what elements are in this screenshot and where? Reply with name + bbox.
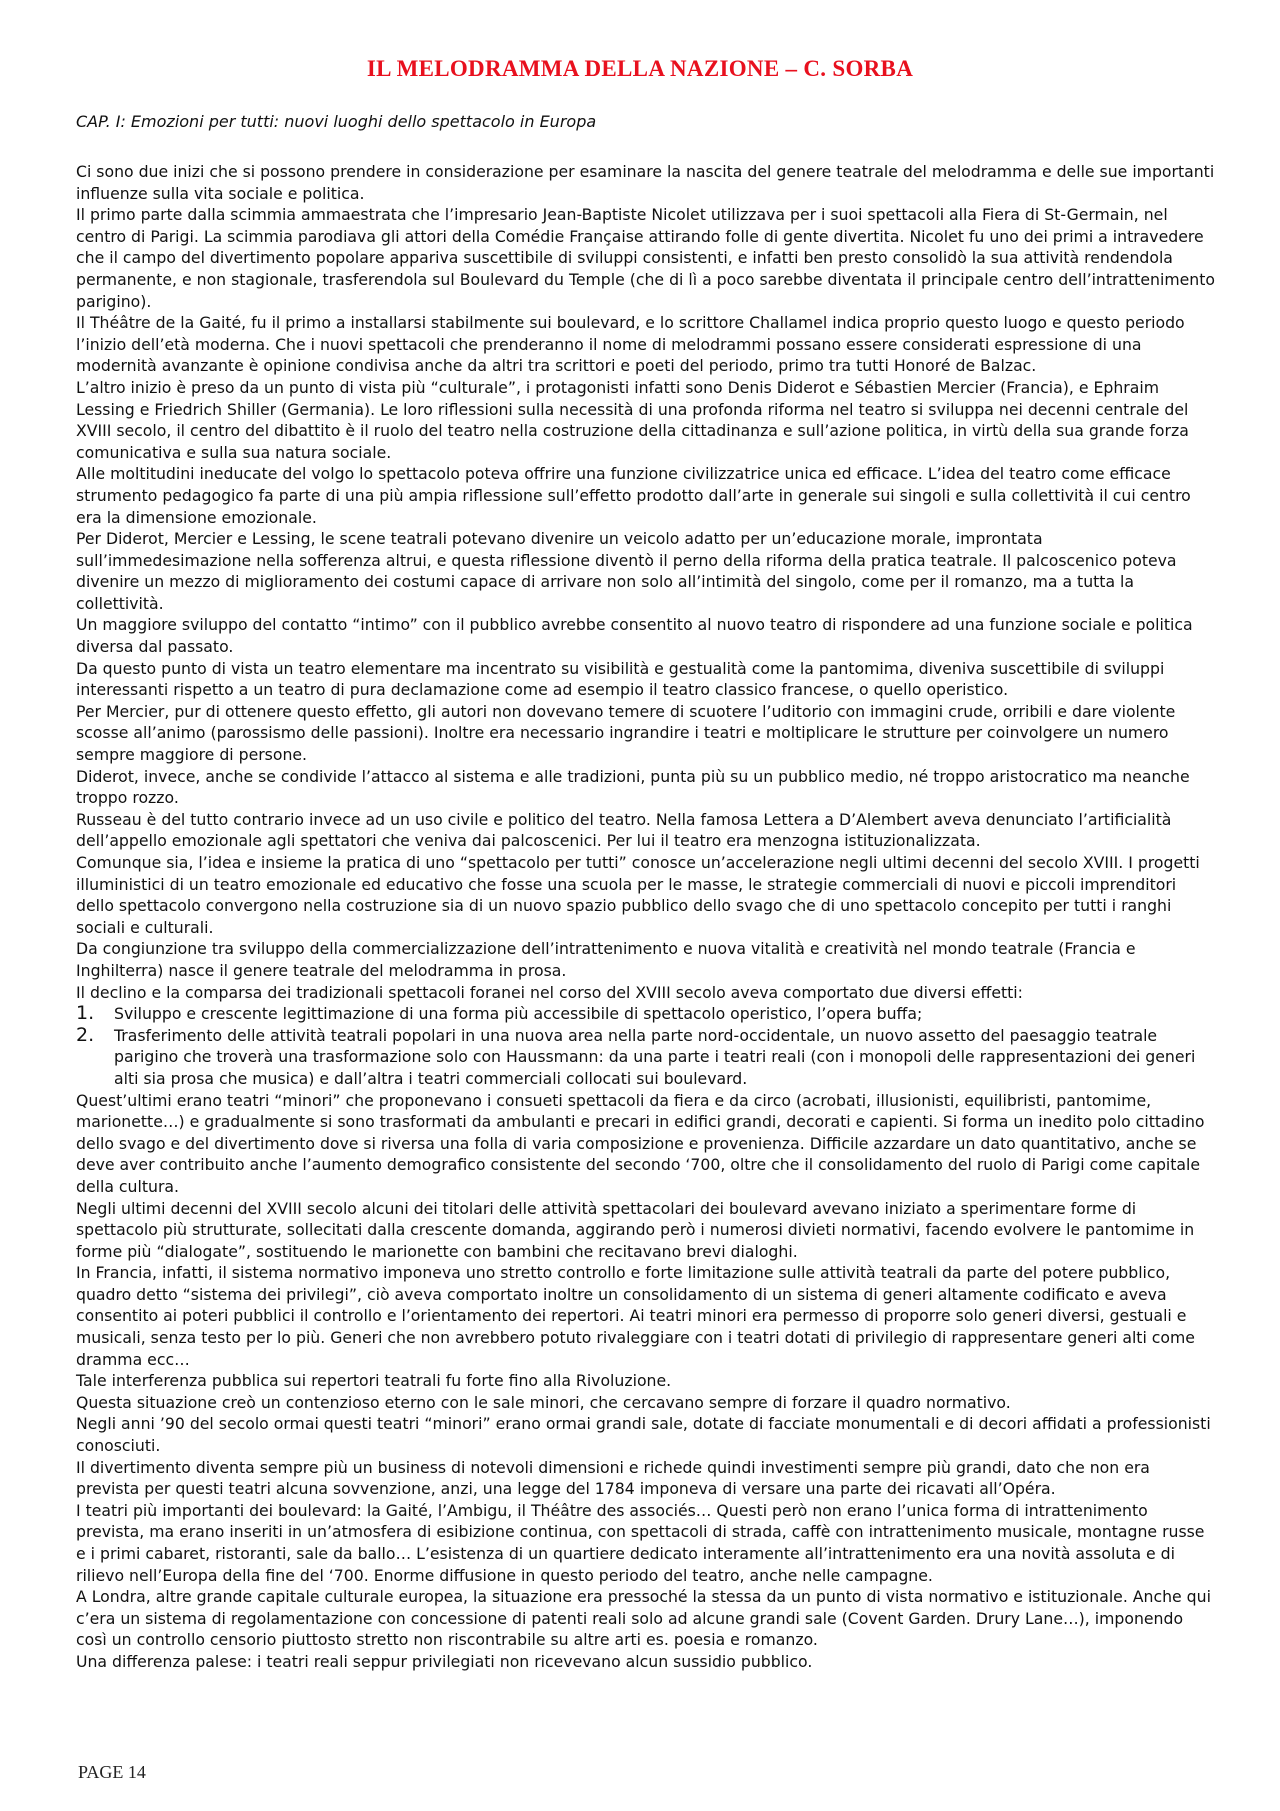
paragraph: A Londra, altre grande capitale culturale europea, la situazione era pressoché la stessa da un punto di vista normativo e istituzionale. Anche qui c’era un sistema di regolamentazione con concessione di patenti reali solo ad alcune grandi sale (Covent Garden. Drury Lane…), imponendo così un controllo censorio piuttosto stretto non riscontrabile su altre arti es. poesia e romanzo. (76, 1587, 1211, 1650)
document-title: IL MELODRAMMA DELLA NAZIONE – C. SORBA (366, 56, 914, 81)
list-item-text: Trasferimento delle attività teatrali popolari in una nuova area nella parte nord-occidentale, un nuovo assetto del paesaggio teatrale parigino che troverà una trasformazione solo con Haussmann: da una parte i teatri reali (con i monopoli delle rappresentazioni dei generi alti sia prosa che musica) e dall’altra i teatri commerciali collocati sui boulevard. (114, 1025, 1196, 1088)
paragraph: Alle moltitudini ineducate del volgo lo spettacolo poteva offrire una funzione civilizzatrice unica ed efficace. L’idea del teatro come efficace strumento pedagogico fa parte di una più ampia riflessione sull’effetto prodotto dall’arte in generale sui singoli e sulla collettività il cui centro era la dimensione emozionale. (76, 464, 1191, 527)
list-item (76, 1025, 1216, 1090)
list-item-text: Sviluppo e crescente legittimazione di una forma più accessibile di spettacolo operistico, l’opera buffa; (114, 1004, 923, 1024)
chapter-heading: CAP. I: Emozioni per tutti: nuovi luoghi dello spettacolo in Europa (76, 112, 597, 131)
numbered-list (76, 1003, 1216, 1089)
page-number-footer: PAGE 14 (78, 1762, 146, 1782)
paragraph: Per Diderot, Mercier e Lessing, le scene teatrali potevano divenire un veicolo adatto per un’educazione morale, improntata sull’immedesimazione nella sofferenza altrui, e questa riflessione diventò il perno della riforma della pratica teatrale. Il palcoscenico poteva divenire un mezzo di miglioramento dei costumi capace di arrivare non solo all’intimità del singolo, come per il romanzo, ma a tutta la collettività. (76, 529, 1177, 613)
paragraph: Da congiunzione tra sviluppo della commercializzazione dell’intrattenimento e nuova vitalità e creatività nel mondo teatrale (Francia e Inghilterra) nasce il genere teatrale del melodramma in prosa. (76, 939, 1136, 980)
paragraph: Ci sono due inizi che si possono prendere in considerazione per esaminare la nascita del genere teatrale del melodramma e delle sue importanti influenze sulla vita sociale e politica. (76, 162, 1215, 203)
paragraph: Negli anni ’90 del secolo ormai questi teatri “minori” erano ormai grandi sale, dotate di facciate monumentali e di decori affidati a professionisti conosciuti. (76, 1414, 1211, 1456)
paragraph: Questa situazione creò un contenzioso eterno con le sale minori, che cercavano sempre di forzare il quadro normativo. (76, 1392, 1011, 1412)
list-item (76, 1003, 1216, 1025)
document-body (76, 161, 1216, 1673)
list-number: 2. (76, 1023, 95, 1046)
paragraph: Negli ultimi decenni del XVIII secolo alcuni dei titolari delle attività spettacolari dei boulevard avevano iniziato a sperimentare forme di spettacolo più strutturate, sollecitati dalla crescente domanda, aggirando però i numerosi divieti normativi, facendo evolvere le pantomime in forme più “dialogate”, sostituendo le marionette con bambini che recitavano brevi dialoghi. (76, 1198, 1195, 1261)
paragraph: Quest’ultimi erano teatri “minori” che proponevano i consueti spettacoli da fiera e da circo (acrobati, illusionisti, equilibristi, pantomime, marionette…) e gradualmente si sono trasformati da ambulanti e precari in edifici grandi, decorati e capienti. Si forma un inedito polo cittadino dello svago e del divertimento dove si riversa una folla di varia composizione e provenienza. Difficile azzardare un dato quantitativo, anche se deve aver contribuito anche l’aumento demografico consistente del secondo ‘700, oltre che il consolidamento del ruolo di Parigi come capitale della cultura. (76, 1090, 1205, 1196)
paragraph: Tale interferenza pubblica sui repertori teatrali fu forte fino alla Rivoluzione. (76, 1371, 672, 1391)
paragraph: Una differenza palese: i teatri reali seppur privilegiati non ricevevano alcun sussidio pubblico. (76, 1651, 813, 1671)
list-number: 1. (76, 1002, 95, 1025)
paragraph: Comunque sia, l’idea e insieme la pratica di uno “spettacolo per tutti” conosce un’accelerazione negli ultimi decenni del secolo XVIII. I progetti illuministici di un teatro emozionale ed educativo che fosse una scuola per le masse, le strategie commerciali di nuovi e piccoli imprenditori dello spettacolo convergono nella costruzione sia di un nuovo spazio pubblico dello svago che di uno spettacolo concepito per tutti i ranghi sociali e culturali. (76, 853, 1200, 937)
paragraph: Il primo parte dalla scimmia ammaestrata che l’impresario Jean-Baptiste Nicolet utilizzava per i suoi spettacoli alla Fiera di St-Germain, nel centro di Parigi. La scimmia parodiava gli attori della Comédie Française attirando folle di gente divertita. Nicolet fu uno dei primi a intravedere che il campo del divertimento popolare appariva suscettibile di sviluppi consistenti, e infatti ben presto consolidò la sua attività rendendola permanente, e non stagionale, trasferendola sul Boulevard du Temple (che di lì a poco sarebbe diventata il principale centro dell’intrattenimento parigino). (76, 205, 1215, 311)
paragraph: Il Théâtre de la Gaité, fu il primo a installarsi stabilmente sui boulevard, e lo scrittore Challamel indica proprio questo luogo e questo periodo l’inizio dell’età moderna. Che i nuovi spettacoli che prenderanno il nome di melodrammi possano essere considerati espressione di una modernità avanzante è opinione condivisa anche da altri tra scrittori e poeti del periodo, primo tra tutti Honoré de Balzac. (76, 313, 1185, 376)
paragraph: Diderot, invece, anche se condivide l’attacco al sistema e alle tradizioni, punta più su un pubblico medio, né troppo aristocratico ma neanche troppo rozzo. (76, 766, 1190, 808)
paragraph: Un maggiore sviluppo del contatto “intimo” con il pubblico avrebbe consentito al nuovo teatro di rispondere ad una funzione sociale e politica diversa dal passato. (76, 615, 1193, 657)
paragraph: Il divertimento diventa sempre più un business di notevoli dimensioni e richede quindi investimenti sempre più grandi, dato che non era prevista per questi teatri alcuna sovvenzione, anzi, una legge del 1784 imponeva di versare una parte dei ricavati all’Opéra. (76, 1457, 1150, 1499)
paragraph: L’altro inizio è preso da un punto di vista più “culturale”, i protagonisti infatti sono Denis Diderot e Sébastien Mercier (Francia), e Ephraim Lessing e Friedrich Shiller (Germania). Le loro riflessioni sulla necessità di una profonda riforma nel teatro si sviluppa nei decenni centrale del XVIII secolo, il centro del dibattito è il ruolo del teatro nella costruzione della cittadinanza e sull’azione politica, in virtù della sua grande forza comunicativa e sulla sua natura sociale. (76, 377, 1189, 462)
paragraph: Il declino e la comparsa dei tradizionali spettacoli foranei nel corso del XVIII secolo aveva comportato due diversi effetti: (76, 982, 1023, 1002)
paragraph: I teatri più importanti dei boulevard: la Gaité, l’Ambigu, il Théâtre des associés… Questi però non erano l’unica forma di intrattenimento prevista, ma erano inseriti in un’atmosfera di esibizione continua, con spettacoli di strada, caffè con intrattenimento musicale, montagne russe e i primi cabaret, ristoranti, sale da ballo… L’esistenza di un quartiere dedicato interamente all’intrattenimento era una novità assoluta e di rilievo nell’Europa della fine del ‘700. Enorme diffusione in questo periodo del teatro, anche nelle campagne. (76, 1500, 1205, 1585)
paragraph: Da questo punto di vista un teatro elementare ma incentrato su visibilità e gestualità come la pantomima, diveniva suscettibile di sviluppi interessanti rispetto a un teatro di pura declamazione come ad esempio il teatro classico francese, o quello operistico. (76, 658, 1165, 700)
paragraph: In Francia, infatti, il sistema normativo imponeva uno stretto controllo e forte limitazione sulle attività teatrali da parte del potere pubblico, quadro detto “sistema dei privilegi”, ciò aveva comportato inoltre un consolidamento di un sistema di generi altamente codificato e aveva consentito ai poteri pubblici il controllo e l’orientamento dei repertori. Ai teatri minori era permesso di proporre solo generi diversi, gestuali e musicali, senza testo per lo più. Generi che non avrebbero potuto rivaleggiare con i teatri dotati di privilegio di rappresentare generi alti come dramma ecc… (76, 1263, 1195, 1369)
paragraph: Russeau è del tutto contrario invece ad un uso civile e politico del teatro. Nella famosa Lettera a D’Alembert aveva denunciato l’artificialità dell’appello emozionale agli spettatori che veniva dai palcoscenici. Per lui il teatro era menzogna istituzionalizzata. (76, 809, 1172, 851)
paragraph: Per Mercier, pur di ottenere questo effetto, gli autori non dovevano temere di scuotere l’uditorio con immagini crude, orribili e dare violente scosse all’animo (parossismo delle passioni). Inoltre era necessario ingrandire i teatri e moltiplicare le strutture per coinvolgere un numero sempre maggiore di persone. (76, 701, 1176, 765)
